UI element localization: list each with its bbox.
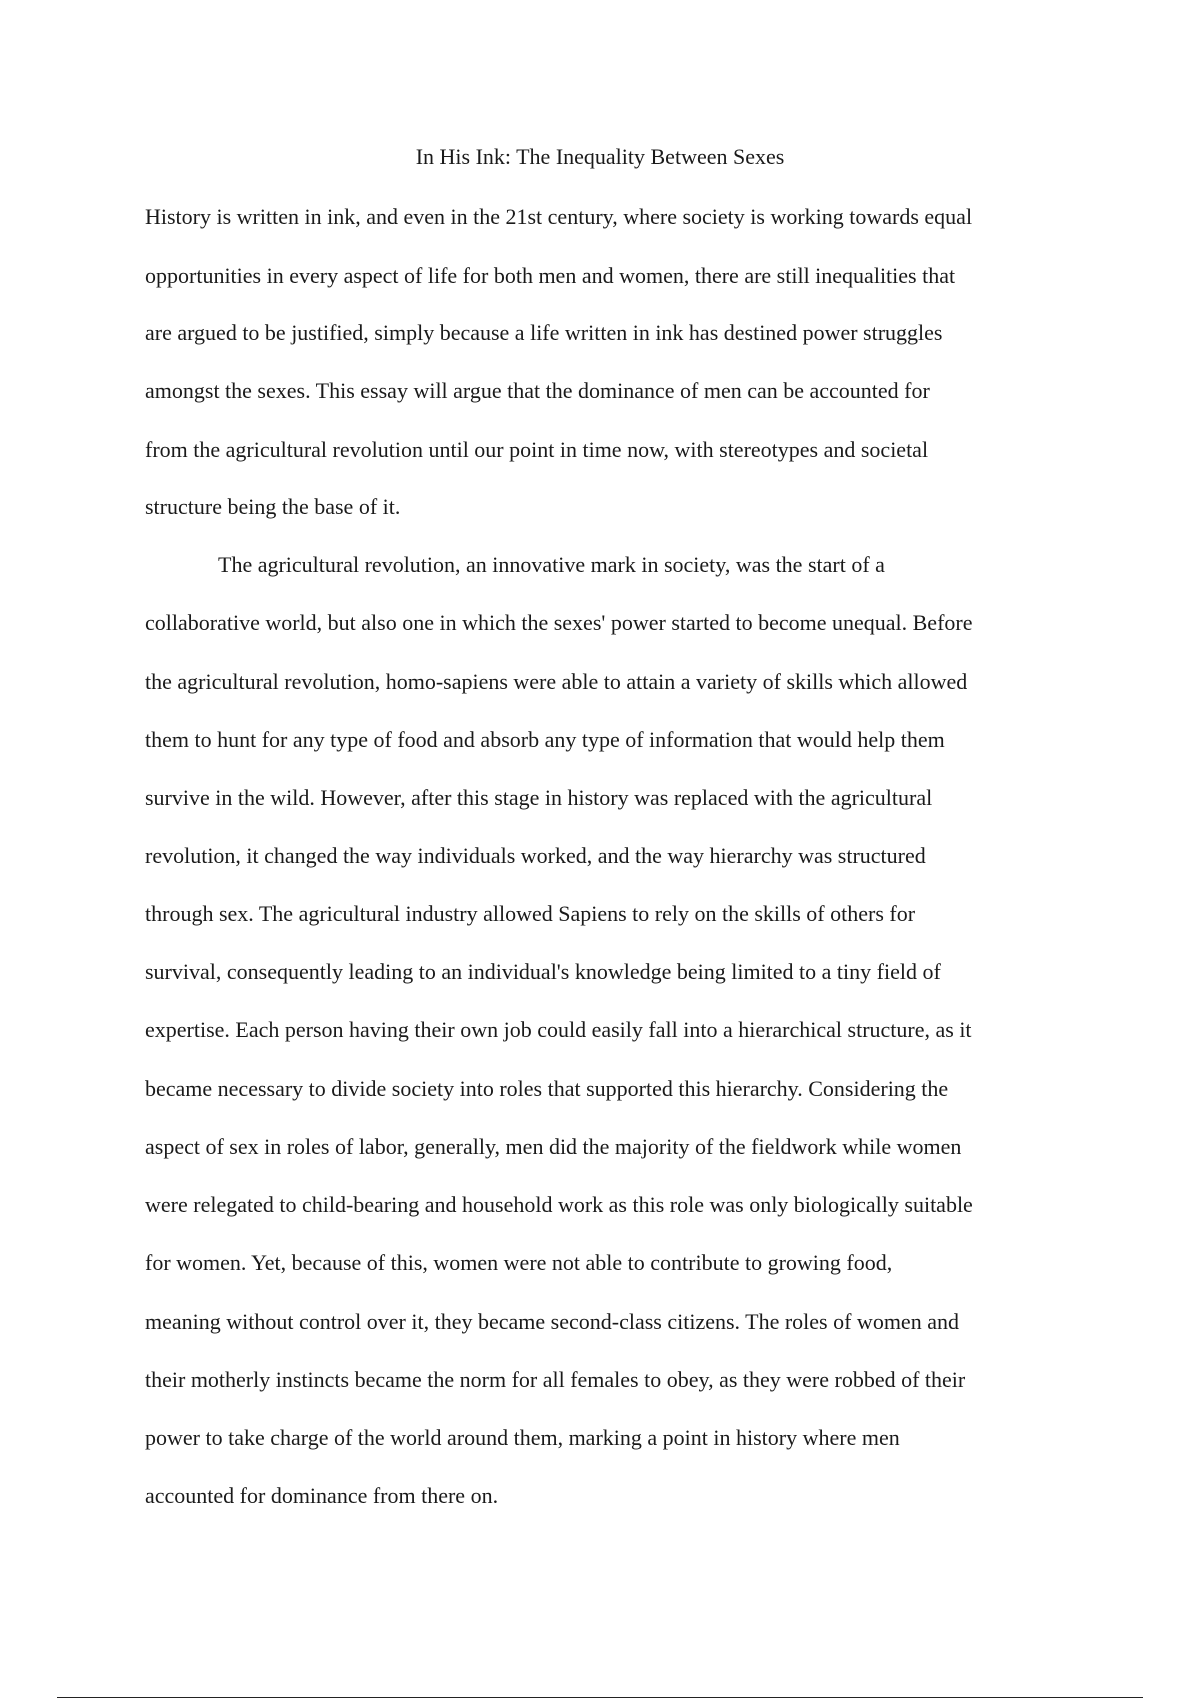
paragraph-1-line-3: are argued to be justified, simply because a life written in ink has destined power struggles — [145, 320, 943, 345]
paragraph-2-line-9: expertise. Each person having their own job could easily fall into a hierarchical structure, as it — [145, 1017, 972, 1042]
paragraph-1-line-5: from the agricultural revolution until our point in time now, with stereotypes and societal — [145, 437, 929, 462]
paragraph-1-line-4: amongst the sexes. This essay will argue that the dominance of men can be accounted for — [145, 378, 930, 403]
paragraph-2-line-15: their motherly instincts became the norm for all females to obey, as they were robbed of their — [145, 1367, 966, 1392]
paragraph-2-line-3: the agricultural revolution, homo-sapiens were able to attain a variety of skills which allowed — [145, 669, 968, 694]
page-bottom-rule — [57, 1697, 1143, 1698]
paragraph-2-line-12: were relegated to child-bearing and household work as this role was only biologically suitable — [145, 1192, 973, 1217]
paragraph-2-line-5: survive in the wild. However, after this stage in history was replaced with the agricultural — [145, 785, 933, 810]
paragraph-1-line-6: structure being the base of it. — [145, 494, 401, 519]
paragraph-2-line-17: accounted for dominance from there on. — [145, 1483, 499, 1508]
paragraph-2-line-7: through sex. The agricultural industry allowed Sapiens to rely on the skills of others for — [145, 901, 916, 926]
paragraph-2-line-4: them to hunt for any type of food and absorb any type of information that would help them — [145, 727, 945, 752]
paragraph-2-line-2: collaborative world, but also one in which the sexes' power started to become unequal. Before — [145, 610, 973, 635]
paragraph-1-line-1: History is written in ink, and even in the 21st century, where society is working towards equal — [145, 204, 973, 229]
paragraph-2-line-10: became necessary to divide society into roles that supported this hierarchy. Considering the — [145, 1076, 949, 1101]
document-title: In His Ink: The Inequality Between Sexes — [415, 144, 785, 169]
paragraph-2-line-8: survival, consequently leading to an individual's knowledge being limited to a tiny field of — [145, 959, 941, 984]
paragraph-2-line-14: meaning without control over it, they became second-class citizens. The roles of women and — [145, 1309, 959, 1334]
paragraph-2-line-11: aspect of sex in roles of labor, generally, men did the majority of the fieldwork while women — [145, 1134, 962, 1159]
paragraph-2-line-6: revolution, it changed the way individuals worked, and the way hierarchy was structured — [145, 843, 926, 868]
paragraph-2-line-16: power to take charge of the world around them, marking a point in history where men — [145, 1425, 900, 1450]
paragraph-1-line-2: opportunities in every aspect of life for both men and women, there are still inequalities that — [145, 263, 956, 288]
paragraph-2-line-13: for women. Yet, because of this, women were not able to contribute to growing food, — [145, 1250, 893, 1275]
paragraph-2-line-1: The agricultural revolution, an innovative mark in society, was the start of a — [218, 552, 885, 577]
